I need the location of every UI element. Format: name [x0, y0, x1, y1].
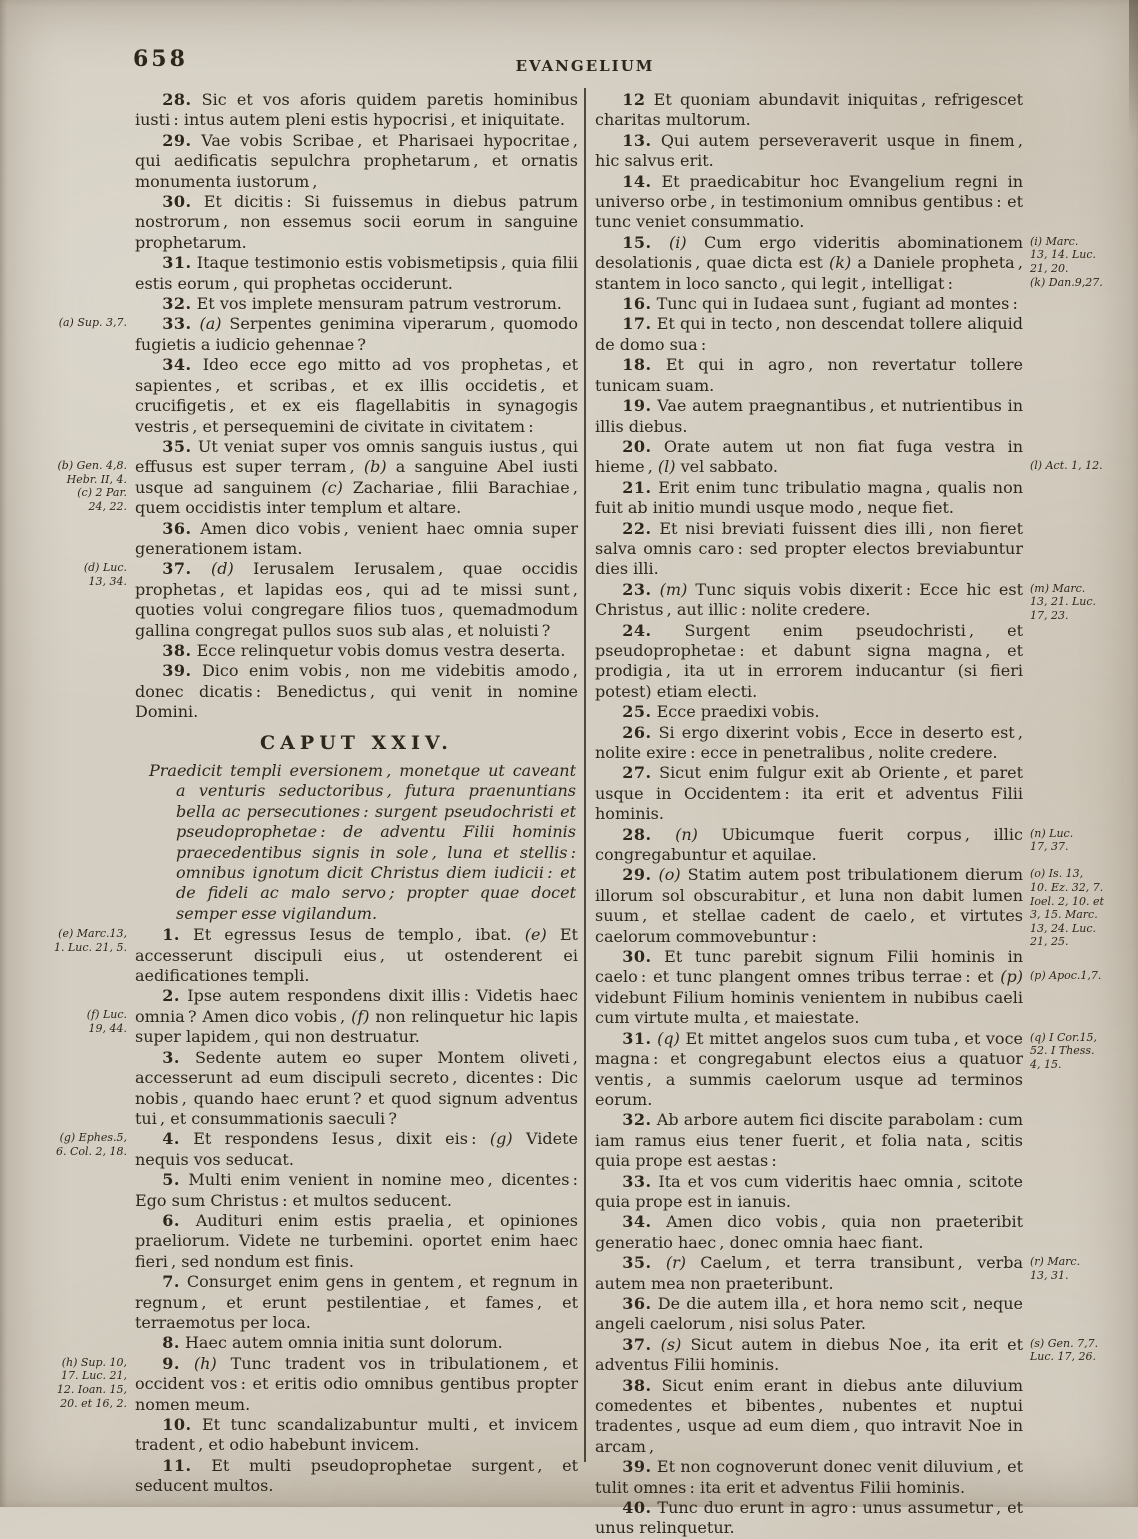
- verse-number: 36.: [622, 1293, 652, 1313]
- verse-number: 23.: [622, 579, 652, 599]
- verse-number: 32.: [162, 294, 192, 314]
- margin-reference: (m) Marc. 13, 21. Luc. 17, 23.: [1030, 581, 1097, 622]
- verse-number: 40.: [622, 1498, 652, 1518]
- footnote-letter-ref: (q): [657, 1028, 680, 1048]
- verse-paragraph: 8. Haec autem omnia initia sunt dolorum.: [162, 1333, 503, 1353]
- footnote-letter-ref: (b): [363, 457, 387, 477]
- margin-reference: (s) Gen. 7,7. Luc. 17, 26.: [1030, 1336, 1099, 1364]
- verse-number: 38.: [162, 640, 192, 660]
- verse-paragraph: 28. Sic et vos aforis quidem paretis hominibus iusti : intus autem pleni estis hypocrisi , et iniquitate.: [135, 90, 578, 130]
- verse-number: 4.: [162, 1129, 180, 1149]
- running-header-title: EVANGELIUM: [515, 57, 655, 75]
- verse-paragraph: 36. Amen dico vobis , venient haec omnia super generationem istam.: [135, 518, 578, 558]
- verse-number: 11.: [162, 1455, 192, 1475]
- verse-number: 39.: [622, 1457, 652, 1477]
- verse-number: 3.: [162, 1047, 180, 1067]
- verse-number: 14.: [622, 171, 652, 191]
- verse-number: 31.: [162, 253, 192, 273]
- footnote-letter-ref: (r): [665, 1253, 686, 1273]
- verse-paragraph: 18. Et qui in agro , non revertatur tollere tunicam suam.: [595, 355, 1023, 395]
- scan-edge-right: [1129, 0, 1138, 140]
- verse-number: 32.: [622, 1110, 652, 1130]
- margin-reference: (f) Luc. 19, 44.: [86, 1008, 127, 1036]
- verse-paragraph: 34. Amen dico vobis , quia non praeteribit generatio haec , donec omnia haec fiant.: [595, 1212, 1023, 1252]
- verse-number: 7.: [162, 1272, 180, 1292]
- column-divider-rule: [584, 88, 586, 1462]
- verse-number: 6.: [162, 1210, 180, 1230]
- footnote-letter-ref: (a): [199, 314, 222, 334]
- verse-number: 10.: [162, 1415, 192, 1434]
- verse-number: 33.: [162, 314, 192, 334]
- verse-paragraph: 39. Et non cognoverunt donec venit diluvium , et tulit omnes : ita erit et adventus Filii hominis.: [595, 1457, 1023, 1497]
- verse-paragraph: 33. Ita et vos cum videritis haec omnia , scitote quia prope est in ianuis.: [595, 1171, 1023, 1211]
- verse-number: 12: [622, 90, 646, 109]
- verse-paragraph: 21. Erit enim tunc tribulatio magna , qualis non fuit ab initio mundi usque modo , neque fiet.: [595, 477, 1023, 518]
- verse-paragraph: 6. Audituri enim estis praelia , et opiniones praeliorum. Videte ne turbemini. oportet enim haec fieri , sed nondum est finis.: [135, 1210, 578, 1271]
- verse-number: 33.: [622, 1171, 652, 1191]
- verse-number: 30.: [622, 947, 652, 967]
- footnote-letter-ref: (f): [351, 1006, 370, 1026]
- verse-number: 34.: [622, 1212, 652, 1232]
- verse-paragraph: 40. Tunc duo erunt in agro : unus assumetur , et unus relinquetur.: [595, 1498, 1023, 1538]
- verse-paragraph: 9. (h) Tunc tradent vos in tribulationem , et occident vos : et eritis odio omnibus gentibus propter nomen meum. (h) Sup. 10, 17. Luc. 21, 12. Ioan. 15, 20. et 16, 2.: [135, 1354, 578, 1415]
- footnote-letter-ref: (o): [658, 865, 681, 885]
- verse-number: 8.: [162, 1333, 180, 1353]
- verse-paragraph: 1. Et egressus Iesus de templo , ibat. (e) Et accesserunt discipuli eius , ut ostenderent ei aedificationes templi. (e) Marc.13, 1. Luc. 21, 5.: [135, 925, 578, 986]
- verse-number: 25.: [622, 702, 652, 722]
- verse-paragraph: 3. Sedente autem eo super Montem oliveti , accesserunt ad eum discipuli secreto , dicentes : Dic nobis , quando haec erunt ? et quod signum adventus tui , et consummationis saeculi ?: [135, 1047, 578, 1128]
- verse-number: 9.: [162, 1353, 180, 1373]
- verse-number: 39.: [162, 661, 192, 681]
- footnote-letter-ref: (e): [524, 925, 547, 945]
- verse-paragraph: 30. Et tunc parebit signum Filii hominis in caelo : et tunc plangent omnes tribus terrae : et (p) videbunt Filium hominis venientem in nubibus caeli cum virtute multa , et maiestate. (p) Apoc.1,7.: [595, 947, 1023, 1029]
- verse-number: 34.: [162, 355, 192, 375]
- verse-paragraph: 16. Tunc qui in Iudaea sunt , fugiant ad montes :: [622, 294, 1018, 314]
- verse-number: 5.: [162, 1170, 180, 1190]
- verse-number: 22.: [622, 518, 652, 538]
- verse-paragraph: 37. (s) Sicut autem in diebus Noe , ita erit et adventus Filii hominis. (s) Gen. 7,7. Luc. 17, 26.: [595, 1335, 1023, 1376]
- verse-number: 29.: [162, 130, 192, 150]
- margin-reference: (n) Luc. 17, 37.: [1030, 826, 1074, 854]
- verse-paragraph: 31. Itaque testimonio estis vobismetipsis , quia filii estis eorum , qui prophetas occiderunt.: [135, 253, 578, 293]
- verse-paragraph: 38. Sicut enim erant in diebus ante diluvium comedentes et bibentes , nubentes et nuptui tradentes , usque ad eum diem , quo intravit Noe in arcam ,: [595, 1375, 1023, 1456]
- footnote-letter-ref: (k): [829, 253, 852, 273]
- verse-number: 36.: [162, 518, 192, 538]
- margin-reference: (r) Marc. 13, 31.: [1030, 1255, 1081, 1282]
- page-number: 658: [133, 46, 188, 72]
- verse-number: 16.: [622, 294, 652, 314]
- margin-reference: (d) Luc. 13, 34.: [83, 561, 127, 588]
- margin-reference: (e) Marc.13, 1. Luc. 21, 5.: [53, 927, 127, 954]
- verse-number: 37.: [622, 1334, 652, 1354]
- verse-paragraph: 12 Et quoniam abundavit iniquitas , refrigescet charitas multorum.: [595, 90, 1023, 130]
- verse-number: 13.: [622, 130, 652, 150]
- verse-paragraph: 5. Multi enim venient in nomine meo , dicentes : Ego sum Christus : et multos seducent.: [135, 1170, 578, 1210]
- verse-paragraph: 23. (m) Tunc siquis vobis dixerit : Ecce hic est Christus , aut illic : nolite credere. (m) Marc. 13, 21. Luc. 17, 23.: [595, 580, 1023, 621]
- verse-number: 17.: [622, 314, 652, 334]
- verse-number: 31.: [622, 1028, 652, 1048]
- verse-number: 15.: [622, 232, 652, 252]
- verse-paragraph: 37. (d) Ierusalem Ierusalem , quae occidis prophetas , et lapidas eos , qui ad te missi sunt , quoties volui congregare filios tuos , quemadmodum gallina congregat pullos suos sub alas , et noluisti ? (d) Luc. 13, 34.: [135, 559, 578, 641]
- margin-reference: (p) Apoc.1,7.: [1030, 969, 1102, 983]
- margin-reference: (l) Act. 1, 12.: [1030, 458, 1103, 472]
- footnote-letter-ref: (p): [1000, 967, 1023, 987]
- margin-reference: (q) I Cor.15, 52. I Thess. 4, 15.: [1030, 1030, 1098, 1071]
- verse-paragraph: 17. Et qui in tecto , non descendat tollere aliquid de domo sua :: [595, 314, 1023, 354]
- verse-paragraph: 32. Ab arbore autem fici discite parabolam : cum iam ramus eius tener fuerit , et folia nata , scitis quia prope est aestas :: [595, 1110, 1023, 1171]
- margin-reference: (i) Marc. 13, 14. Luc. 21, 20. (k) Dan.9,27.: [1030, 234, 1103, 289]
- verse-paragraph: 24. Surgent enim pseudochristi , et pseudoprophetae : et dabunt signa magna , et prodigia , ita ut in errorem inducantur (si fieri potest) etiam electi.: [595, 620, 1023, 701]
- verse-paragraph: 7. Consurget enim gens in gentem , et regnum in regnum , et erunt pestilentiae , et fames , et terraemotus per loca.: [135, 1272, 578, 1332]
- verse-number: 24.: [622, 620, 652, 640]
- right-text-column: [595, 90, 1104, 1539]
- verse-paragraph: 27. Sicut enim fulgur exit ab Oriente , et paret usque in Occidentem : ita erit et adventus Filii hominis.: [595, 763, 1023, 824]
- margin-reference: (o) Is. 13, 10. Ez. 32, 7. Ioel. 2, 10. et 3, 15. Marc. 13, 24. Luc. 21, 25.: [1030, 867, 1104, 949]
- footnote-letter-ref: (i): [668, 232, 687, 252]
- verse-paragraph: 35. Ut veniat super vos omnis sanguis iustus , qui effusus est super terram , (b) a sanguine Abel iusti usque ad sanguinem (c) Zachariae , filii Barachiae , quem occidistis inter templum et altare. (b) Gen. 4,8. Hebr. II, 4. (c) 2 Par. 24, 22.: [135, 437, 578, 519]
- verse-paragraph: 15. (i) Cum ergo videritis abominationem desolationis , quae dicta est (k) a Daniele propheta , stantem in loco sancto , qui legit , intelligat : (i) Marc. 13, 14. Luc. 21, 20. (k) Dan.9,27.: [595, 233, 1023, 294]
- verse-number: 38.: [622, 1375, 652, 1395]
- verse-number: 21.: [622, 477, 652, 497]
- margin-reference: (a) Sup. 3,7.: [58, 316, 127, 330]
- verse-paragraph: 2. Ipse autem respondens dixit illis : Videtis haec omnia ? Amen dico vobis , (f) non relinquetur hic lapis super lapidem , qui non destruatur. (f) Luc. 19, 44.: [135, 986, 578, 1047]
- verse-paragraph: 31. (q) Et mittet angelos suos cum tuba , et voce magna : et congregabunt electos eius a quatuor ventis , a summis caelorum usque ad terminos eorum. (q) I Cor.15, 52. I Thess. 4, 15.: [595, 1029, 1023, 1111]
- verse-paragraph: 35. (r) Caelum , et terra transibunt , verba autem mea non praeteribunt. (r) Marc. 13, 31.: [595, 1253, 1023, 1294]
- verse-paragraph: 30. Et dicitis : Si fuissemus in diebus patrum nostrorum , non essemus socii eorum in sanguine prophetarum.: [135, 192, 578, 252]
- verse-paragraph: 25. Ecce praedixi vobis.: [622, 702, 820, 722]
- verse-number: 1.: [162, 925, 180, 945]
- margin-reference: (g) Ephes.5, 6. Col. 2, 18.: [55, 1131, 127, 1158]
- footnote-letter-ref: (l): [657, 457, 676, 477]
- verse-number: 35.: [622, 1253, 652, 1273]
- margin-reference: (b) Gen. 4,8. Hebr. II, 4. (c) 2 Par. 24, 22.: [57, 458, 127, 513]
- verse-number: 37.: [162, 559, 192, 579]
- verse-number: 26.: [622, 722, 652, 742]
- footnote-letter-ref: (n): [675, 824, 698, 844]
- verse-paragraph: 33. (a) Serpentes genimina viperarum , quomodo fugietis a iudicio gehennae ? (a) Sup. 3,7.: [135, 314, 578, 355]
- verse-paragraph: 13. Qui autem perseveraverit usque in finem , hic salvus erit.: [595, 130, 1023, 171]
- verse-paragraph: 22. Et nisi breviati fuissent dies illi , non fieret salva omnis caro : sed propter electos breviabuntur dies illi.: [595, 518, 1023, 579]
- verse-paragraph: 11. Et multi pseudoprophetae surgent , et seducent multos.: [135, 1455, 578, 1496]
- verse-paragraph: 29. Vae vobis Scribae , et Pharisaei hypocritae , qui aedificatis sepulchra prophetarum , et ornatis monumenta iustorum ,: [135, 130, 578, 191]
- verse-number: 27.: [622, 763, 652, 783]
- verse-number: 18.: [622, 355, 652, 375]
- left-text-column: [53, 90, 579, 1497]
- verse-paragraph: 28. (n) Ubicumque fuerit corpus , illic congregabuntur et aquilae. (n) Luc. 17, 37.: [595, 825, 1023, 866]
- verse-paragraph: 20. Orate autem ut non fiat fuga vestra in hieme , (l) vel sabbato. (l) Act. 1, 12.: [595, 437, 1023, 478]
- verse-number: 28.: [162, 90, 192, 109]
- footnote-letter-ref: (d): [210, 559, 234, 579]
- verse-paragraph: 32. Et vos implete mensuram patrum vestrorum.: [162, 294, 562, 314]
- footnote-letter-ref: (c): [321, 477, 343, 497]
- verse-paragraph: 29. (o) Statim autem post tribulationem dierum illorum sol obscurabitur , et luna non dabit lumen suum , et stellae cadent de caelo , et virtutes caelorum commovebuntur : (o) Is. 13, 10. Ez. 32, 7. Ioel. 2, 10. et 3, 15. Marc. 13, 24. Luc. 21, 25.: [595, 865, 1023, 947]
- verse-number: 30.: [162, 192, 192, 212]
- verse-number: 29.: [622, 865, 652, 885]
- footnote-letter-ref: (s): [660, 1334, 682, 1354]
- footnote-letter-ref: (g): [489, 1129, 513, 1149]
- verse-paragraph: 19. Vae autem praegnantibus , et nutrientibus in illis diebus.: [595, 396, 1023, 436]
- verse-paragraph: 39. Dico enim vobis , non me videbitis amodo , donec dicatis : Benedictus , qui venit in nomine Domini.: [135, 661, 578, 722]
- scan-edge-left: [0, 0, 7, 1507]
- verse-paragraph: 26. Si ergo dixerint vobis , Ecce in deserto est , nolite exire : ecce in penetralibus , nolite credere.: [595, 722, 1023, 762]
- chapter-heading: CAPUT XXIV.: [260, 731, 453, 754]
- verse-number: 35.: [162, 436, 192, 456]
- verse-paragraph: 36. De die autem illa , et hora nemo scit , neque angeli caelorum , nisi solus Pater.: [595, 1293, 1023, 1334]
- verse-paragraph: 14. Et praedicabitur hoc Evangelium regni in universo orbe , in testimonium omnibus gentibus : et tunc veniet consummatio.: [595, 171, 1023, 232]
- verse-paragraph: 38. Ecce relinquetur vobis domus vestra deserta.: [162, 640, 566, 660]
- footnote-letter-ref: (h): [193, 1353, 217, 1373]
- chapter-argument: Praedicit templi eversionem , monetque ut caveant a venturis seductoribus , futura praenuntians bella ac persecutiones : surgent pseudochristi et pseudoprophetae : de adventu Filii hominis praecedentibus signis in sole , luna et stellis : omnibus ignotum dicit Christus diem iudicii : et de fideli ac malo servo ; propter quae docet semper esse vigilandum.: [149, 761, 576, 923]
- verse-number: 2.: [162, 986, 180, 1006]
- verse-paragraph: 4. Et respondens Iesus , dixit eis : (g) Videte nequis vos seducat. (g) Ephes.5, 6. Col. 2, 18.: [135, 1129, 578, 1170]
- verse-paragraph: 10. Et tunc scandalizabuntur multi , et invicem tradent , et odio habebunt invicem.: [135, 1415, 578, 1455]
- verse-number: 19.: [622, 396, 652, 416]
- verse-number: 20.: [622, 436, 652, 456]
- margin-reference: (h) Sup. 10, 17. Luc. 21, 12. Ioan. 15, 20. et 16, 2.: [56, 1355, 127, 1410]
- verse-number: 28.: [622, 824, 652, 844]
- footnote-letter-ref: (m): [659, 579, 688, 599]
- verse-paragraph: 34. Ideo ecce ego mitto ad vos prophetas , et sapientes , et scribas , et ex illis occidetis , et crucifigetis , et ex eis flagellabitis in synagogis vestris , et persequemini de civitate in civitatem :: [135, 355, 578, 436]
